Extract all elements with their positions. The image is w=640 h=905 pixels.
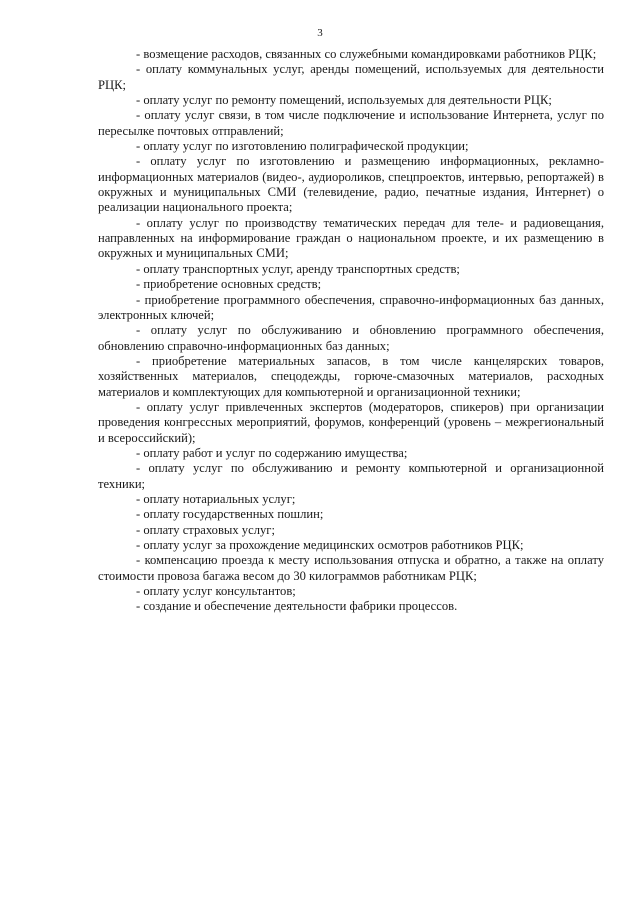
list-item: - оплату услуг по изготовлению и размещению информационных, рекламно-информационных материалов (видео-, аудиороликов, спецпроектов, интервью, репортажей) в окружных и муниципальных СМИ (телевидение, радио, печатные издания, Интернет) о реализации национального проекта; (98, 154, 604, 215)
list-item: - оплату услуг по обслуживанию и обновлению программного обеспечения, обновлению справочно-информационных баз данных; (98, 323, 604, 353)
list-item: - оплату работ и услуг по содержанию имущества; (136, 445, 408, 460)
list-item: - приобретение программного обеспечения, справочно-информационных баз данных, электронных ключей; (98, 292, 604, 322)
list-item: - оплату услуг привлеченных экспертов (модераторов, спикеров) при организации проведения конгрессных мероприятий, форумов, конференций (уровень – межрегиональный и всероссийский); (98, 399, 604, 445)
list-item: - оплату услуг консультантов; (136, 584, 296, 599)
list-item: - оплату страховых услуг; (136, 522, 275, 537)
list-item: - оплату транспортных услуг, аренду транспортных средств; (136, 261, 460, 276)
list-item: - создание и обеспечение деятельности фабрики процессов. (136, 599, 458, 614)
list-item: - оплату нотариальных услуг; (136, 491, 296, 506)
list-item: - оплату услуг по ремонту помещений, используемых для деятельности РЦК; (136, 93, 552, 108)
list-item: - оплату коммунальных услуг, аренды помещений, используемых для деятельности РЦК; (98, 62, 604, 92)
document-body (98, 47, 604, 615)
list-item: - компенсацию проезда к месту использования отпуска и обратно, а также на оплату стоимости провоза багажа весом до 30 килограммов работникам РЦК; (98, 553, 604, 583)
list-item: - приобретение материальных запасов, в том числе канцелярских товаров, хозяйственных материалов, спецодежды, горюче-смазочных материалов, расходных материалов и комплектующих для компьютерной и организационной техники; (98, 353, 604, 399)
list-item: - оплату услуг связи, в том числе подключение и использование Интернета, услуг по пересылке почтовых отправлений; (98, 108, 604, 138)
list-item: - оплату государственных пошлин; (136, 507, 324, 522)
list-item: - приобретение основных средств; (136, 277, 322, 292)
page-number: 3 (317, 27, 323, 39)
list-item: - оплату услуг по обслуживанию и ремонту компьютерной и организационной техники; (98, 461, 604, 491)
list-item: - оплату услуг за прохождение медицинских осмотров работников РЦК; (136, 538, 524, 552)
list-item: - оплату услуг по производству тематических передач для теле- и радиовещания, направленных на информирование граждан о национальном проекте, и их размещению в окружных и муниципальных СМИ; (98, 215, 604, 261)
list-item: - оплату услуг по изготовлению полиграфической продукции; (136, 139, 469, 154)
list-item: - возмещение расходов, связанных со служебными командировками работников РЦК; (136, 47, 597, 61)
